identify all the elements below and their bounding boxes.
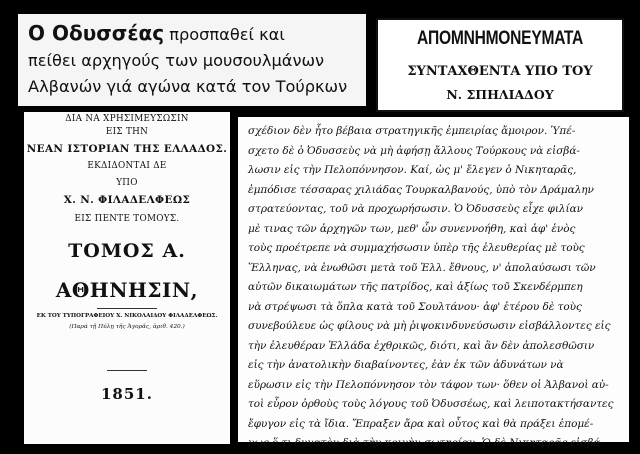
title-page-line-1: ΔΙΑ ΝΑ ΧΡΗΣΙΜΕΥΣΩΣΙΝ — [65, 114, 189, 124]
text-line: στρατεύοντας, τοῦ νὰ προχωρήσωσιν. Ὁ Ὀδυσσεὺς εἶχε φιλίαν — [248, 203, 583, 215]
text-line: αὐτῶν δικαιωμάτων τῆς πατρίδος, καὶ ἀξίως τοῦ Σκενδέρμπεη — [248, 281, 583, 293]
text-line: σχετο δὲ ὁ Ὀδυσσεὺς νὰ μὴ ἀφήσῃ ἄλλους Τούρκους νὰ εἰσβά- — [248, 144, 580, 157]
year-label: 1851. — [101, 385, 153, 403]
text-line: ἔφυγον εἰς τὰ ἴδια. Ἔπραξεν ἄρα καὶ οὗτος καὶ θὰ πράξει ἐπομέ- — [248, 417, 594, 430]
caption-line-3: Αλβανών γιά αγώνα κατά τον Τούρκων — [28, 77, 348, 96]
book-author: Ν. ΣΠΗΛΙΑΔΟΥ — [446, 87, 554, 102]
title-page — [24, 112, 230, 444]
text-line: μὲ τινας τῶν ἀρχηγῶν των, μεθ' ὧν συνεννοήθη, καὶ ἀφ' ἑνὸς — [248, 222, 576, 235]
text-line: συνεβούλευε ὡς φίλους νὰ μὴ ῥιψοκινδυνεύσωσιν εἰσβάλλοντες εἰς — [248, 320, 611, 332]
title-page-line-2: ΕΙΣ ΤΗΝ — [105, 127, 149, 137]
title-page-line-5: ΥΠΟ — [116, 178, 138, 188]
divider — [97, 308, 157, 309]
title-page-line-4: ΕΚΔΙΔΟΝΤΑΙ ΔΕ — [87, 161, 167, 171]
volume-label: ΤΟΜΟΣ Α. — [68, 240, 186, 262]
text-line: σχέδιον δὲν ἦτο βέβαια στρατηγικῆς ἐμπειρίας ἄμοιρον. Ὑπέ- — [248, 125, 576, 137]
caption-box — [18, 14, 366, 106]
book-header — [376, 18, 624, 112]
caption-name: Ο Οδυσσέας — [28, 21, 165, 45]
text-line: νὰ στρέψωσι τὰ ὅπλα κατὰ τοῦ Σουλτάνου· ἀφ' ἑτέρου δὲ τοὺς — [248, 300, 582, 313]
text-line: τοὺς προέτρεπε νὰ συμμαχήσωσιν ὑπὲρ τῆς ἐλευθερίας μὲ τοὺς — [248, 242, 585, 254]
divider — [107, 370, 147, 371]
title-page-line-6: Χ. Ν. ΦΙΛΑΔΕΛΦΕΩΣ — [63, 194, 191, 206]
address-line: (Παρά τῇ Πύλῃ τῆς Ἀγορᾶς, ἀριθ. 420.) — [69, 324, 185, 330]
text-line: εὕρωσιν εἰς τὴν Πελοπόννησον τὸν τάφον των· ὅθεν οἱ Ἀλβανοὶ αὐ- — [248, 378, 609, 391]
text-excerpt — [238, 117, 629, 449]
text-line: νως ὅ,τι δυνατὸν διὰ τὴν κοινὴν σωτηρίαν. Ὁ δὲ Νικηταρᾶς εἰσβά- — [248, 437, 604, 449]
printer-line: ΕΚ ΤΟΥ ΤΥΠΟΓΡΑΦΕΙΟΥ Χ. ΝΙΚΟΛΑΙΔΟΥ ΦΙΛΑΔΕΛΦΕΩΣ. — [36, 313, 218, 319]
text-line: λωσιν εἰς τὴν Πελοπόννησον. Καί, ὡς μ' ἔλεγεν ὁ Νικηταρᾶς, — [248, 164, 577, 176]
text-line: τοὶ εὗρον ὀρθοὺς τοὺς λόγους τοῦ Ὀδυσσέως, καὶ λειποτακτήσαντες — [248, 398, 614, 410]
text-line: ἐμπόδισε τέσσαρας χιλιάδας Τουρκαλβανούς, ὑπὸ τὸν Δράμαλην — [248, 183, 594, 196]
caption-line-1 — [28, 20, 358, 48]
text-line: τὴν ἐλευθέραν Ἑλλάδα ἐχθρικῶς, διότι, καὶ ἂν δὲν ἀπολεσθῶσιν — [248, 339, 595, 352]
text-line: εἰς τὴν ἀνατολικὴν διαβαίνοντες, ἐὰν ἐκ τῶν ἀδυνάτων νὰ — [248, 359, 564, 371]
book-title: ΑΠΟΜΝΗΜΟΝΕΥΜΑΤΑ — [416, 28, 584, 49]
title-page-line-7: ΕΙΣ ΠΕΝΤΕ ΤΟΜΟΥΣ. — [74, 214, 180, 224]
book-subtitle: ΣΥΝΤΑΧΘΕΝΤΑ ΥΠΟ ΤΟΥ — [407, 64, 593, 79]
caption-line-2: πείθει αρχηγούς των μουσουλμάνων — [28, 51, 325, 70]
title-page-line-3: ΝΕΑΝ ΙΣΤΟΡΙΑΝ ΤΗΣ ΕΛΛΑΔΟΣ. — [26, 143, 228, 155]
text-line: Ἕλληνας, νὰ ἑνωθῶσι μετὰ τοῦ Ἑλλ. ἔθνους, ν' ἀπολαύσωσι τῶν — [248, 261, 596, 274]
caption-line-1-rest: προσπαθεί και — [164, 25, 285, 44]
city-label: ΑΘΗΝΗΣΙΝ, — [55, 278, 199, 302]
